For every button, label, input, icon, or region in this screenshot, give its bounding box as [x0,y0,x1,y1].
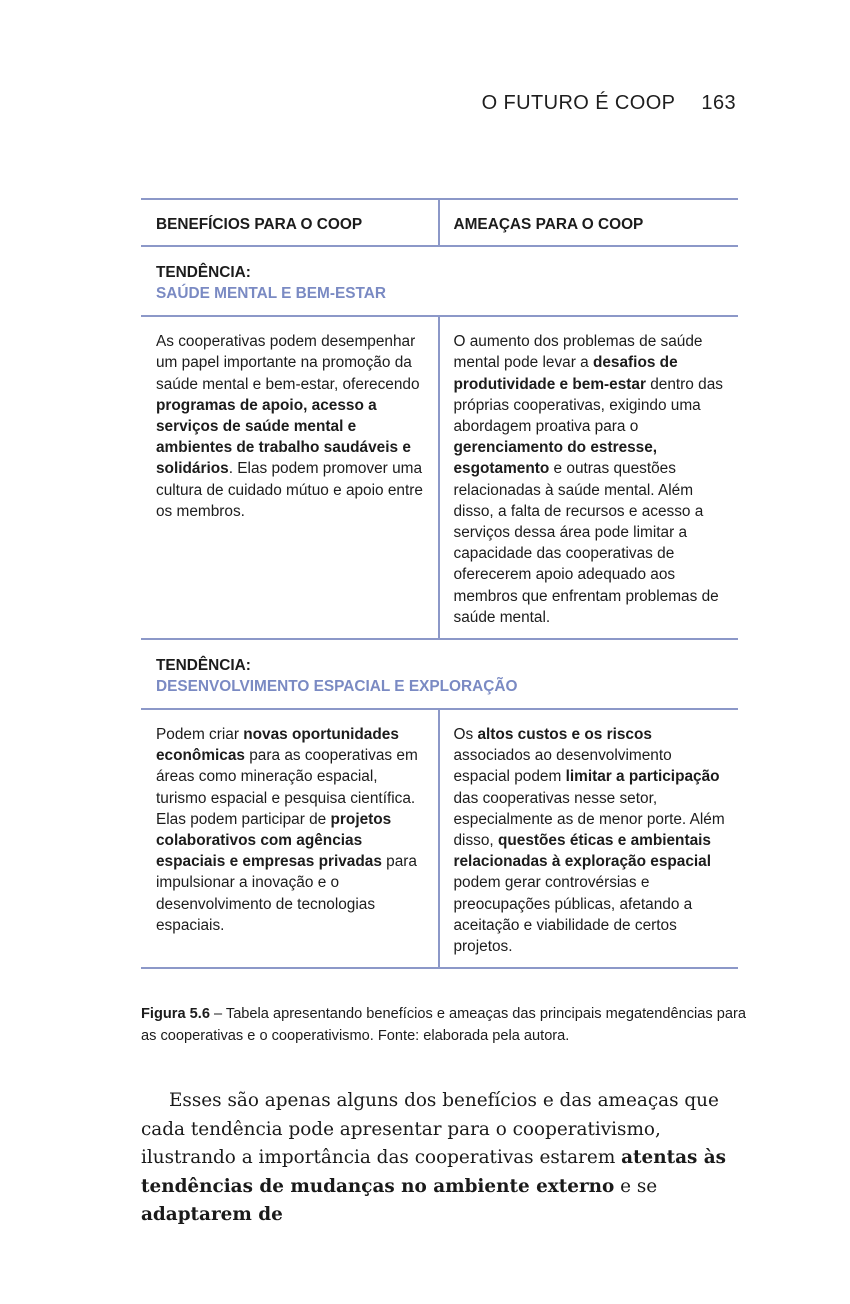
bold-text-run: projetos colaborativos com agências espaciais e empresas privadas [156,810,392,871]
text-run: podem gerar controvérsias e preocupações públicas, afetando a aceitação e viabilidade de certos projetos. [453,874,693,956]
text-run: Esses são apenas alguns dos benefícios e das ameaças que cada tendência pode apresentar para o cooperativismo, ilustrando a importância das cooperativas estarem [141,1090,719,1169]
trend-label: TENDÊNCIA: [156,657,251,675]
trend-label: TENDÊNCIA: [156,264,251,282]
text-run: dentro das próprias cooperativas, exigindo uma abordagem proativa para o [453,375,723,436]
text-run: As cooperativas podem desempenhar um papel importante na promoção da saúde mental e bem-estar, oferecendo [156,333,420,393]
bold-text-run: atentas às tendências de mudanças no ambiente externo [141,1147,727,1197]
bold-text-run: limitar a participação [565,768,720,786]
threats-cell [440,317,739,638]
text-run: e se [614,1175,658,1197]
trend-name: DESENVOLVIMENTO ESPACIAL E EXPLORAÇÃO [156,678,518,696]
trend-heading [141,247,738,315]
bold-text-run: questões éticas e ambientais relacionadas à exploração espacial [453,832,712,871]
bold-text-run: novas oportunidades econômicas [156,726,399,765]
bold-text-run: desafios de produtividade e bem-estar [453,354,678,393]
benefits-cell [141,317,440,638]
table-header-row [141,200,738,245]
text-run: associados ao desenvolvimento espacial podem [453,747,672,786]
bold-text-run: adaptarem de [141,1204,283,1226]
text-run: para as cooperativas em áreas como mineração espacial, turismo espacial e pesquisa científica. Elas podem participar de [156,747,418,828]
bold-text-run: programas de apoio, acesso a serviços de saúde mental e ambientes de trabalho saudáveis e solidários [156,396,411,478]
caption-label: Figura 5.6 [141,1006,210,1022]
bold-text-run: gerenciamento do estresse, esgotamento [453,439,658,478]
figure-caption [141,1003,753,1047]
table-rule [141,967,738,969]
text-run: Podem criar [156,726,244,744]
threats-cell [440,710,739,967]
running-header [482,92,736,115]
page-number: 163 [701,92,736,114]
text-run: Os [453,726,478,744]
trend-heading [141,640,738,708]
text-run: . Elas podem promover uma cultura de cuidado mútuo e apoio entre os membros. [156,460,423,520]
benefits-threats-table [141,198,738,969]
book-title: O FUTURO É COOP [481,92,676,114]
text-run: O aumento dos problemas de saúde mental pode levar a [453,333,703,372]
body-paragraph [141,1087,741,1230]
caption-text: – Tabela apresentando benefícios e ameaças das principais megatendências para as cooperativas e o cooperativismo. Fonte: elaborada pela autora. [141,1006,746,1044]
trend-name: SAÚDE MENTAL E BEM-ESTAR [156,285,387,303]
benefits-cell [141,710,440,967]
text-run: das cooperativas nesse setor, especialmente as de menor porte. Além disso, [453,789,725,850]
trend-row [141,710,738,967]
column-header-threats: AMEAÇAS PARA O COOP [453,216,644,233]
text-run: e outras questões relacionadas à saúde mental. Além disso, a falta de recursos e acesso a serviços dessa área pode limitar a capacidade das cooperativas de oferecerem apoio adequado aos membros que enfrentam problemas de saúde mental. [453,460,719,626]
column-header-benefits: BENEFÍCIOS PARA O COOP [141,200,440,245]
bold-text-run: altos custos e os riscos [477,726,652,744]
text-run: para impulsionar a inovação e o desenvolvimento de tecnologias espaciais. [156,853,417,934]
trend-row [141,317,738,638]
